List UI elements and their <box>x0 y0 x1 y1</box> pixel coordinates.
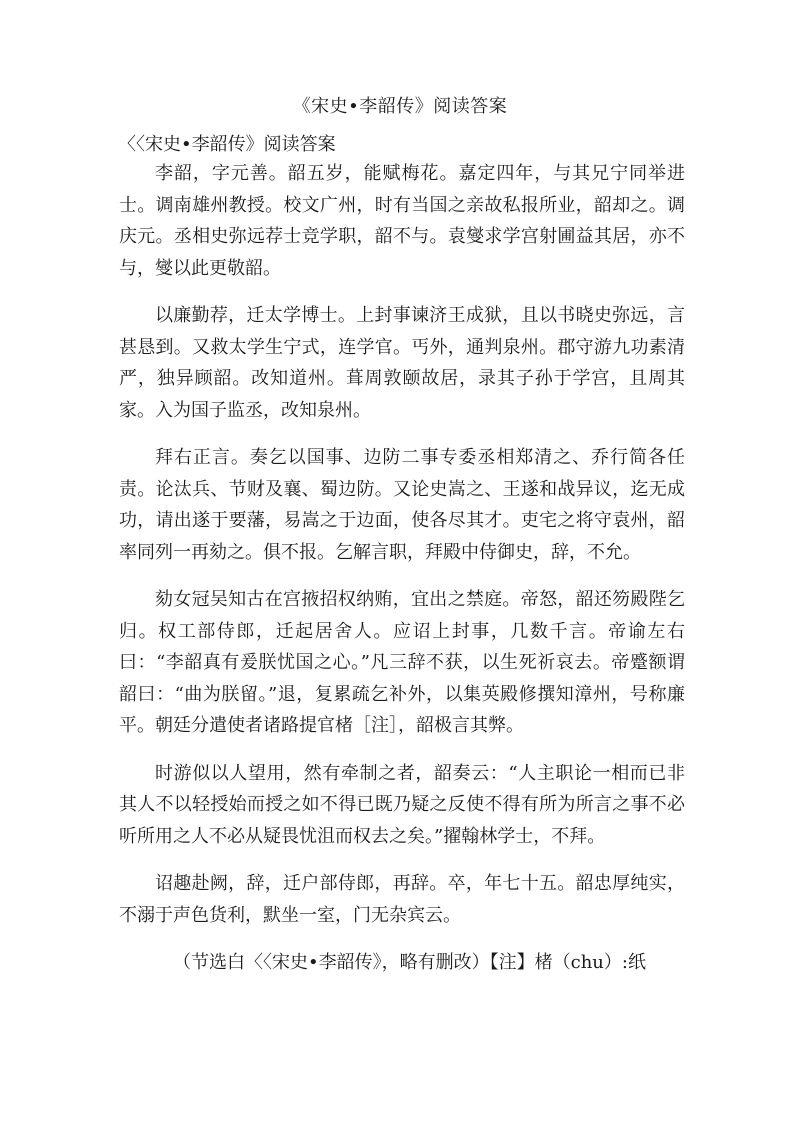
paragraph-6: 诏趣赴阙，辞，迁户部侍郎，再辞。卒，年七十五。韶忠厚纯实，不溺于声色货利，默坐一室，门无杂宾云。 <box>119 873 685 926</box>
document-subtitle: 〈〈宋史•李韶传》阅读答案 <box>118 134 336 155</box>
paragraph-3: 拜右正言。奏乞以国事、边防二事专委丞相郑清之、乔行简各任责。论汰兵、节财及襄、蜀边防。又论史嵩之、王遂和战异议，迄无成功，请出遂于要藩，易嵩之于边面，使各尽其才。吏宅之将守袁州，韶率同列一再劾之。俱不报。乞解言职，拜殿中侍御史，辞，不允。 <box>119 447 685 563</box>
paragraph-4: 劾女冠吴知古在宫掖招权纳贿，宜出之禁庭。帝怒，韶还笏殿陛乞归。权工部侍郎，迁起居舍人。应诏上封事，几数千言。帝谕左右曰：“李韶真有爰朕忧国之心。”凡三辞不获，以生死祈哀去。帝蹙额谓韶曰：“曲为朕留。”退，复累疏乞补外，以集英殿修撰知漳州，号称廉平。朝廷分遣使者诸路提官楮［注］，韶极言其弊。 <box>119 589 685 736</box>
paragraph-1: 李韶，字元善。韶五岁，能赋梅花。嘉定四年，与其兄宁同举进士。调南雄州教授。校文广州，时有当国之亲故私报所业，韶却之。调庆元。丞相史弥远荐士竞学职，韶不与。袁燮求学宫射圃益其居，亦不与，燮以此更敬韶。 <box>119 163 685 279</box>
document-title: 《宋史•李韶传》阅读答案 <box>292 96 508 117</box>
document-body <box>119 158 685 979</box>
paragraph-5: 时游似以人望用，然有牵制之者，韶奏云：“人主职论一相而已非其人不以轻授始而授之如不得已既乃疑之反使不得有所为所言之事不必听所用之人不必从疑畏忧沮而权去之矣。”擢翰林学士，不拜。 <box>119 762 685 847</box>
footnote: （节选白〈〈宋史•李韶传》，略有删改）【注】楮（chu）:纸 <box>173 952 646 973</box>
paragraph-2: 以廉勤荐，迁太学博士。上封事谏济王成狱，且以书晓史弥远，言甚恳到。又救太学生宁式，连学官。丐外，通判泉州。郡守游九功素清严，独异顾韶。改知道州。葺周敦颐故居，录其子孙于学宫，且周其家。入为国子监丞，改知泉州。 <box>119 305 685 421</box>
